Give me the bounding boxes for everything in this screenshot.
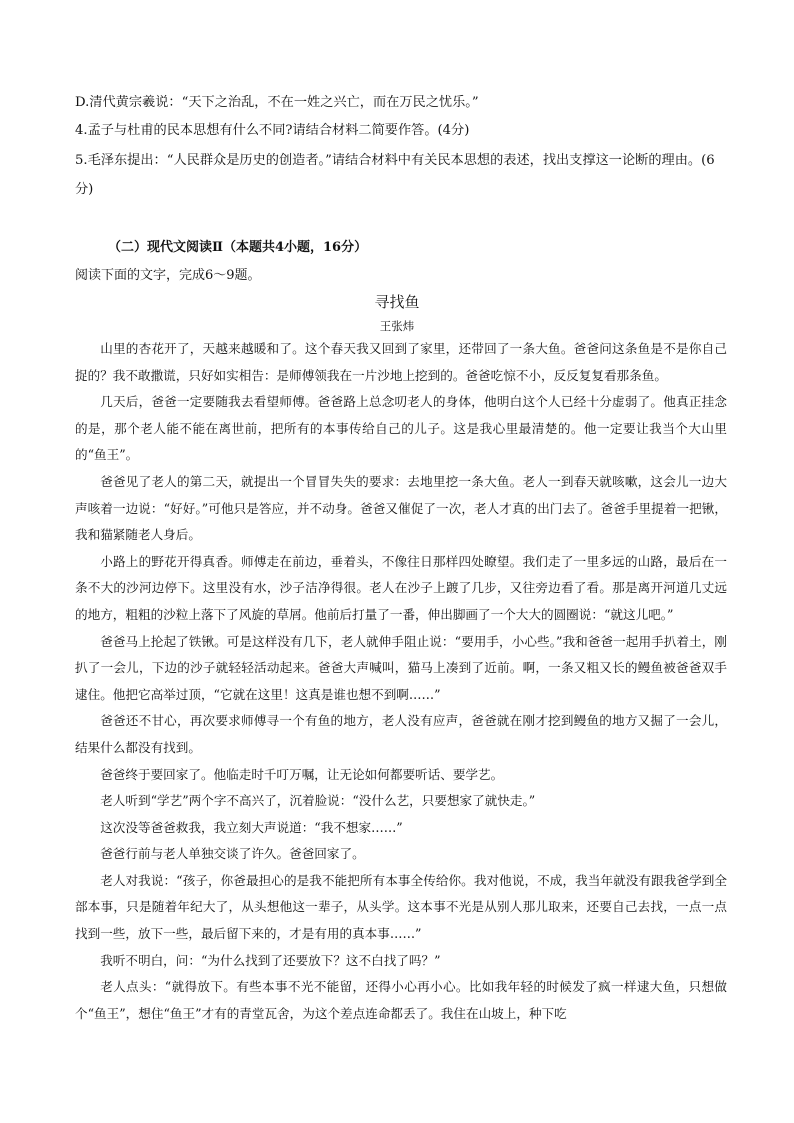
question-5: 5.毛泽东提出：“人民群众是历史的创造者。”请结合材料中有关民本思想的表述，找出支撑这一论断的理由。(6分) [75,153,715,197]
paragraph: 爸爸马上抡起了铁锹。可是这样没有几下，老人就伸手阻止说：“要用手，小心些。”我和爸爸一起用手扒着土，刚扒了一会儿，下边的沙子就轻轻活动起来。爸爸大声喊叫，猫马上凑到了近前。啊，一条又粗又长的鳗鱼被爸爸双手逮住。他把它高举过顶，“它就在这里！这真是谁也想不到啊……” [75,633,727,702]
question-4: 4.孟子与杜甫的民本思想有什么不同?请结合材料二简要作答。(4分) [75,123,470,138]
paragraph: 爸爸行前与老人单独交谈了许久。爸爸回家了。 [100,846,365,862]
article-author: 王张炜 [379,319,415,333]
paragraph: 几天后，爸爸一定要随我去看望师傅。爸爸路上总念叨老人的身体，他明白这个人已经十分虚弱了。他真正挂念的是，那个老人能不能在离世前，把所有的本事传给自己的儿子。这是我心里最清楚的。他一定要让我当个大山里的“鱼王”。 [75,394,727,463]
reading-instruction: 阅读下面的文字，完成6～9题。 [75,268,261,283]
paragraph: 老人对我说：“孩子，你爸最担心的是我不能把所有本事全传给你。我对他说，不成，我当年就没有跟我爸学到全部本事，只是随着年纪大了，从头想他这一辈子，从头学。这本事不光是从别人那儿取来，还要自己去找，一点一点找到一些，放下一些，最后留下来的，才是有用的真本事……” [75,872,727,942]
article-body [75,336,727,1027]
paragraph: 爸爸还不甘心，再次要求师傅寻一个有鱼的地方，老人没有应声，爸爸就在刚才挖到鳗鱼的地方又掘了一会儿，结果什么都没有找到。 [75,713,727,755]
paragraph: 我听不明白，问：“为什么找到了还要放下？这不白找了吗？” [100,952,441,968]
section-heading: （二）现代文阅读Ⅱ（本题共4小题，16分） [108,240,368,255]
article-title: 寻找鱼 [374,293,420,311]
paragraph: 爸爸终于要回家了。他临走时千叮万嘱，让无论如何都要听话、要学艺。 [100,766,504,782]
paragraph: 山里的杏花开了，天越来越暖和了。这个春天我又回到了家里，还带回了一条大鱼。爸爸问这条鱼是不是你自己捉的？我不敢撒谎，只好如实相告：是师傅领我在一片沙地上挖到的。爸爸吃惊不小，反反复复看那条鱼。 [75,341,727,383]
paragraph: 小路上的野花开得真香。师傅走在前边，垂着头，不像往日那样四处瞭望。我们走了一里多远的山路，最后在一条不大的沙河边停下。这里没有水，沙子洁净得很。老人在沙子上踱了几步，又往旁边看了看。那是离开河道几丈远的地方，粗粗的沙粒上落下了风旋的草屑。他前后打量了一番，伸出脚画了一个大大的圆圈说：“就这儿吧。” [75,553,727,622]
option-d: D.清代黄宗羲说：“天下之治乱，不在一姓之兴亡，而在万民之忧乐。” [75,95,479,110]
paragraph: 老人听到“学艺”两个字不高兴了，沉着脸说：“没什么艺，只要想家了就快走。” [100,793,536,809]
paragraph: 这次没等爸爸救我，我立刻大声说道：“我不想家……” [100,819,403,835]
paragraph: 爸爸见了老人的第二天，就提出一个冒冒失失的要求：去地里挖一条大鱼。老人一到春天就咳嗽，这会儿一边大声咳着一边说：“好好。”可他只是答应，并不动身。爸爸又催促了一次，老人才真的出门去了。爸爸手里提着一把锹，我和猫紧随老人身后。 [75,473,727,543]
paragraph: 老人点头：“就得放下。有些本事不光不能留，还得小心再小心。比如我年轻的时候发了疯一样逮大鱼，只想做个“鱼王”，想住“鱼王”才有的青堂瓦舍，为这个差点连命都丢了。我住在山坡上，种下吃 [75,979,727,1021]
